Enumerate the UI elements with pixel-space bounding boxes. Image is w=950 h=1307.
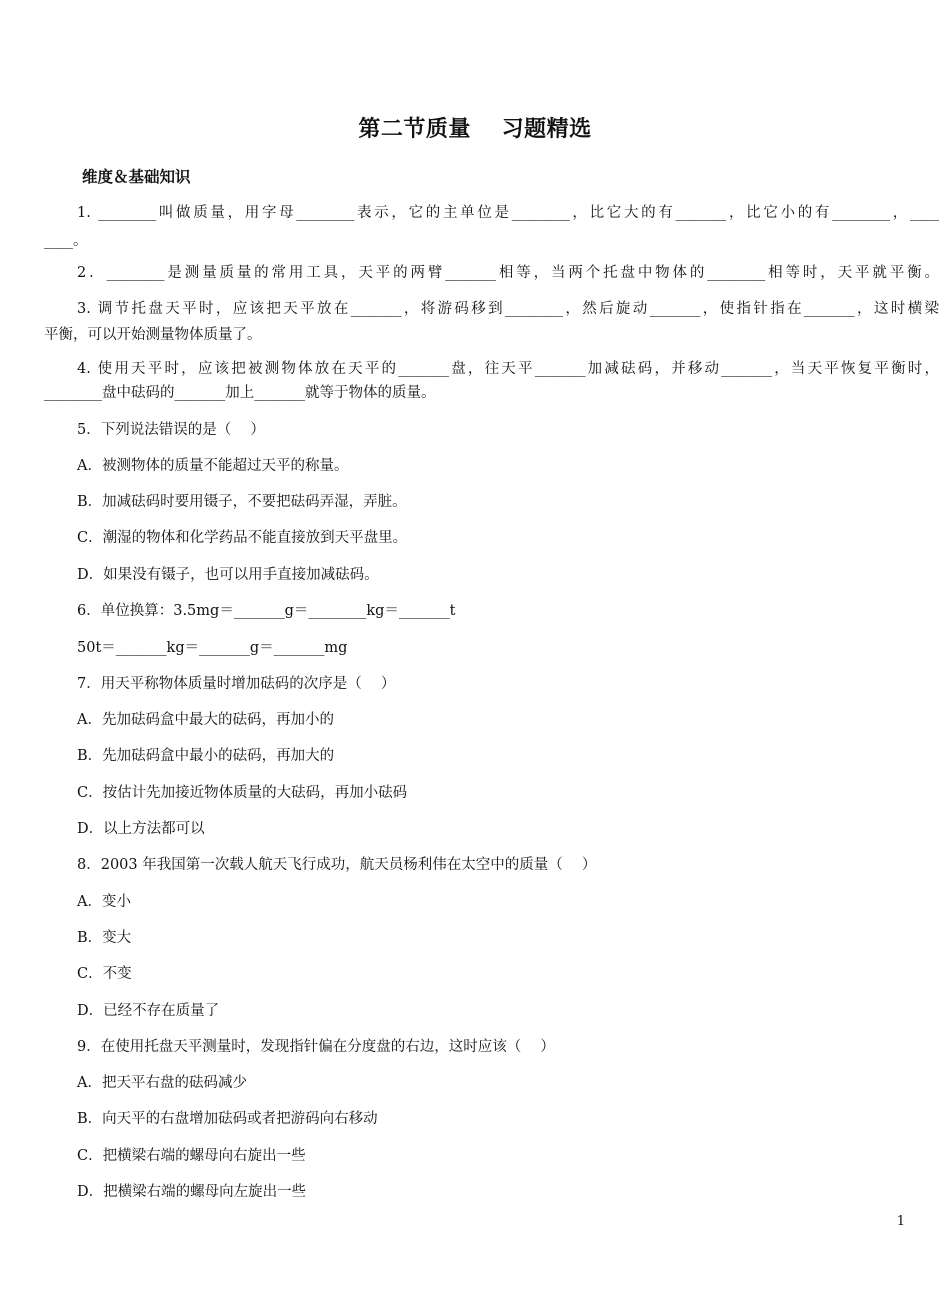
question-6-line-1: 6．单位换算：3.5mg＝_______g＝________kg＝_______t: [77, 603, 456, 619]
question-6-line-2: 50t＝_______kg＝_______g＝_______mg: [77, 640, 348, 656]
question-9: 9．在使用托盘天平测量时，发现指针偏在分度盘的右边，这时应该（ ）: [77, 1039, 555, 1055]
question-5-option-a: A．被测物体的质量不能超过天平的称量。: [77, 458, 349, 474]
question-4-line-2: ________盘中砝码的_______加上_______就等于物体的质量。: [44, 385, 436, 401]
question-9-option-d: D．把横梁右端的螺母向左旋出一些: [77, 1184, 307, 1200]
question-5-option-b: B．加减砝码时要用镊子，不要把砝码弄湿，弄脏。: [77, 494, 407, 510]
question-9-option-b: B．向天平的右盘增加砝码或者把游码向右移动: [77, 1111, 378, 1127]
question-8-option-c: C．不变: [77, 966, 132, 982]
question-7: 7．用天平称物体质量时增加砝码的次序是（ ）: [77, 676, 396, 692]
question-5-option-d: D．如果没有镊子，也可以用手直接加减砝码。: [77, 567, 379, 583]
question-7-option-c: C．按估计先加接近物体质量的大砝码，再加小砝码: [77, 785, 408, 801]
question-8: 8．2003 年我国第一次载人航天飞行成功，航天员杨利伟在太空中的质量（ ）: [77, 857, 597, 873]
question-8-option-d: D．已经不存在质量了: [77, 1003, 220, 1019]
question-1-line-1: 1. ________叫做质量，用字母________表示，它的主单位是________，比它大的有_______，比它小的有________，____: [77, 205, 939, 221]
question-7-option-b: B．先加砝码盒中最小的砝码，再加大的: [77, 748, 335, 764]
question-2: 2．________是测量质量的常用工具，天平的两臂_______相等，当两个托盘中物体的________相等时，天平就平衡。: [77, 265, 939, 281]
page-title: 第二节质量 习题精选: [358, 117, 592, 142]
page-number: 1: [896, 1214, 905, 1229]
question-5-option-c: C．潮湿的物体和化学药品不能直接放到天平盘里。: [77, 530, 408, 546]
question-9-option-c: C．把横梁右端的螺母向右旋出一些: [77, 1148, 306, 1164]
question-8-option-b: B．变大: [77, 930, 132, 946]
question-5: 5．下列说法错误的是（ ）: [77, 422, 265, 438]
question-7-option-a: A．先加砝码盒中最大的砝码，再加小的: [77, 712, 334, 728]
question-1-line-2: ____。: [44, 233, 88, 249]
question-8-option-a: A．变小: [77, 894, 131, 910]
question-7-option-d: D．以上方法都可以: [77, 821, 205, 837]
question-3-line-1: 3. 调节托盘天平时，应该把天平放在_______，将游码移到________，然后旋动_______，使指针指在_______，这时横梁: [77, 301, 939, 317]
question-3-line-2: 平衡，可以开始测量物体质量了。: [44, 327, 262, 343]
question-4-line-1: 4. 使用天平时，应该把被测物体放在天平的_______盘，往天平_______加减砝码，并移动_______，当天平恢复平衡时，: [77, 361, 939, 377]
section-heading: 维度＆基础知识: [82, 168, 191, 186]
question-9-option-a: A．把天平右盘的砝码减少: [77, 1075, 247, 1091]
